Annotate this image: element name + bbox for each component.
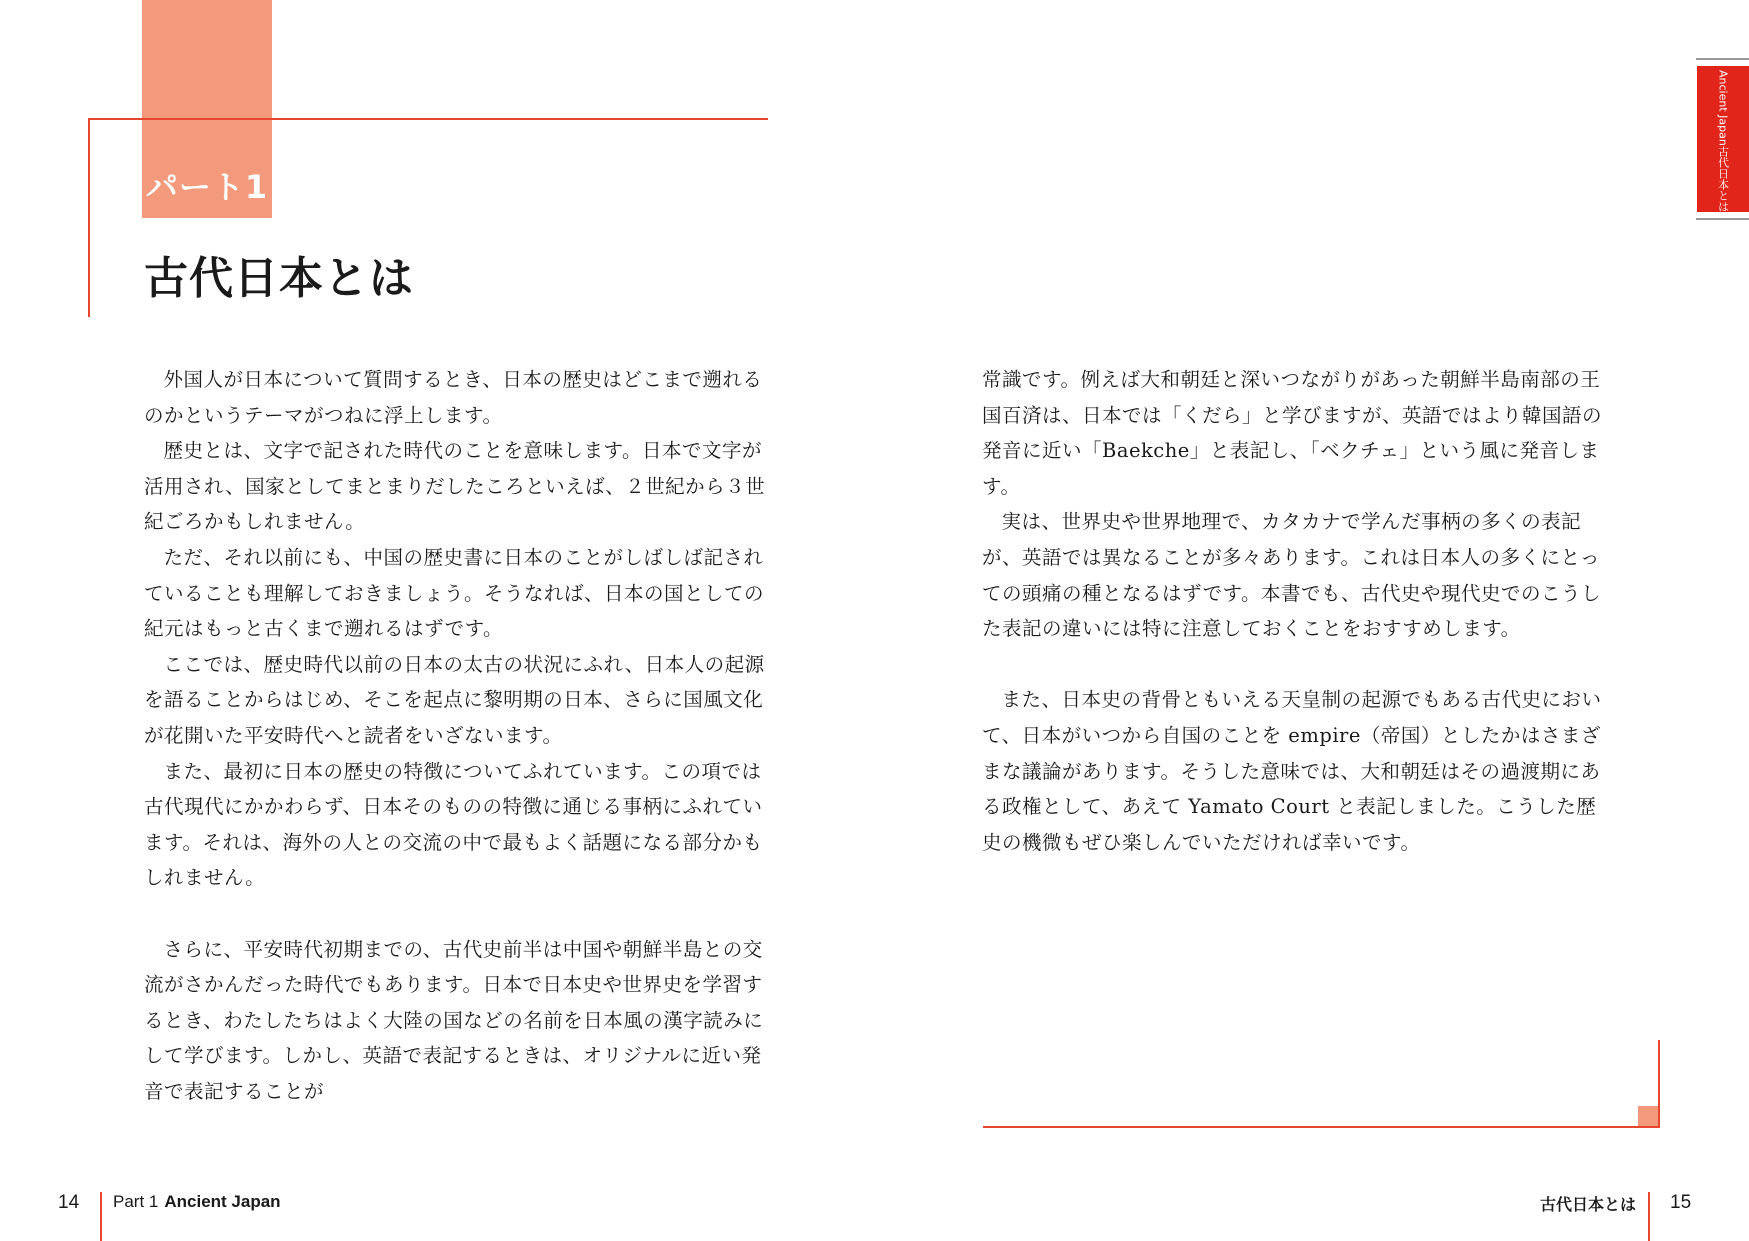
footer-rule-horizontal xyxy=(983,1126,1659,1128)
page-number-left: 14 xyxy=(58,1192,80,1213)
chapter-title: 古代日本とは xyxy=(144,253,414,304)
paragraph: 外国人が日本について質問するとき、日本の歴史はどこまで遡れるのかというテーマがつねに浮上します。 xyxy=(144,368,763,427)
paragraph: 歴史とは、文字で記された時代のことを意味します。日本で文字が活用され、国家としてまとまりだしたころといえば、２世紀から３世紀ごろかもしれません。 xyxy=(144,439,766,534)
body-column-left xyxy=(144,362,770,1109)
paragraph: 実は、世界史や世界地理で、カタカナで学んだ事柄の多くの表記が、英語では異なることが多々あります。これは日本人の多くにとっての頭痛の種となるはずです。本書でも、古代史や現代史でのこうした表記の違いには特に注意しておくことをおすすめします。 xyxy=(982,510,1602,641)
side-tab-japanese: 古代日本とは xyxy=(1716,145,1730,212)
paragraph-gap xyxy=(982,647,1608,683)
paragraph: ただ、それ以前にも、中国の歴史書に日本のことがしばしば記されていることも理解しておきましょう。そうなれば、日本の国としての紀元はもっと古くまで遡れるはずです。 xyxy=(144,545,765,641)
running-title: Ancient Japan xyxy=(164,1192,281,1211)
side-tab-rule-bottom xyxy=(1696,218,1749,220)
header-rule-vertical xyxy=(88,118,90,317)
corner-square xyxy=(1638,1106,1658,1126)
running-header-left xyxy=(113,1192,281,1212)
paragraph: ここでは、歴史時代以前の日本の太古の状況にふれ、日本人の起源を語ることからはじめ、そこを起点に黎明期の日本、さらに国風文化が花開いた平安時代へと読者をいざないます。 xyxy=(144,652,765,747)
footer-divider-right xyxy=(1648,1192,1650,1241)
side-tab-english: Ancient Japan xyxy=(1716,70,1730,146)
page-number-right: 15 xyxy=(1670,1192,1692,1213)
header-rule-horizontal xyxy=(88,118,768,120)
paragraph-continued: 常識です。例えば大和朝廷と深いつながりがあった朝鮮半島南部の王国百済は、日本では「くだら」と学びますが、英語ではより韓国語の発音に近い「Baekche」と表記し、「ベクチェ」という風に発音します。 xyxy=(982,368,1603,498)
paragraph: また、日本史の背骨ともいえる天皇制の起源でもある古代史において、日本がいつから自国のことを empire（帝国）としたかはさまざまな議論があります。そうした意味では、大和朝廷はその過渡期にある政権として、あえて Yamato Court と表記しました。こうした歴史の機微もぜひ楽しんでいただければ幸いです。 xyxy=(982,688,1602,854)
paragraph: また、最初に日本の歴史の特徴についてふれています。この項では古代現代にかかわらず、日本そのものの特徴に通じる事柄にふれています。それは、海外の人との交流の中で最もよく話題になる部分かもしれません。 xyxy=(144,759,763,890)
side-tab-rule-top xyxy=(1696,58,1749,60)
footer-rule-vertical xyxy=(1658,1040,1660,1128)
footer-divider-left xyxy=(100,1192,102,1241)
part-label: パート1 xyxy=(145,168,269,206)
side-tab-label xyxy=(1697,66,1749,212)
paragraph-gap xyxy=(144,896,770,932)
running-part: Part 1 xyxy=(113,1192,159,1211)
body-column-right xyxy=(982,362,1608,860)
running-header-right: 古代日本とは xyxy=(1539,1195,1636,1214)
paragraph: さらに、平安時代初期までの、古代史前半は中国や朝鮮半島との交流がさかんだった時代でもあります。日本で日本史や世界史を学習するとき、わたしたちはよく大陸の国などの名前を日本風の漢字読みにして学びます。しかし、英語で表記するときは、オリジナルに近い発音で表記することが xyxy=(144,937,764,1103)
